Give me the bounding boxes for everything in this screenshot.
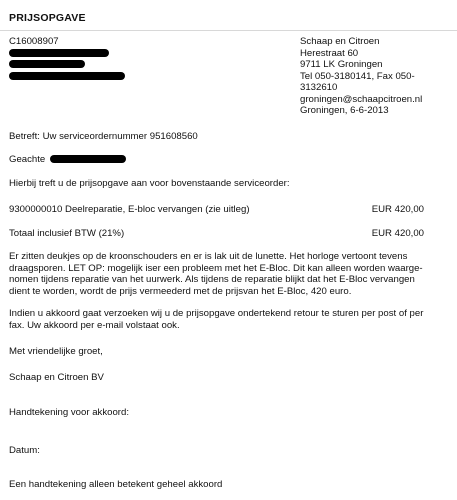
company-address-block — [300, 36, 450, 117]
salutation: Geachte — [9, 154, 46, 165]
recipient-block — [9, 36, 199, 82]
company-name: Schaap en Citroen — [300, 36, 380, 47]
redaction-bar — [50, 155, 126, 163]
title-divider — [0, 30, 457, 31]
redaction-bar — [9, 72, 125, 80]
explanation-paragraph — [9, 251, 449, 297]
request-line: Indien u akkoord gaat verzoeken wij u de prijsopgave ondertekend retour te sturen per post of per — [9, 308, 424, 319]
total-amount: EUR 420,00 — [371, 228, 424, 239]
explanation-line: dient te worden, wordt de prijs vermeederd met de prijsvan het E-Bloc, 420 euro. — [9, 285, 352, 297]
company-phone-fax: Tel 050-3180141, Fax 050- — [300, 70, 415, 82]
place-date: Groningen, 6-6-2013 — [300, 105, 389, 116]
company-street: Herestraat 60 — [300, 47, 359, 59]
footer-note: Een handtekening alleen betekent geheel akkoord — [9, 479, 223, 490]
closing-greeting: Met vriendelijke groet, — [9, 346, 103, 357]
recipient-name-redacted — [9, 48, 199, 60]
intro-text: Hierbij treft u de prijsopgave aan voor bovenstaande serviceorder: — [9, 178, 290, 189]
explanation-line: nomen tijdens reparatie van het uurwerk. Als tijdens de reparatie blijkt dat het E-Bloc vervangen — [9, 274, 415, 285]
reference-number: C16008907 — [9, 36, 59, 47]
line-item-description: 9300000010 Deelreparatie, E-bloc vervangen (zie uitleg) — [9, 204, 250, 215]
date-field-label: Datum: — [9, 445, 40, 456]
salutation-line — [9, 154, 449, 166]
explanation-line: draagsporen. LET OP: mogelijk iser een probleem met het E-Bloc. Dit kan alleen worden waarge- — [9, 262, 423, 274]
company-email: groningen@schaapcitroen.nl — [300, 93, 423, 105]
line-item-amount: EUR 420,00 — [371, 204, 424, 215]
explanation-line: Er zitten deukjes op de kroonschouders en er is lak uit de lunette. Het horloge vertoont tevens — [9, 251, 408, 262]
company-fax-continued: 3132610 — [300, 82, 338, 93]
subject-line: Betreft: Uw serviceordernummer 951608560 — [9, 131, 198, 142]
redaction-bar — [9, 49, 109, 57]
request-line: fax. Uw akkoord per e-mail volstaat ook. — [9, 319, 180, 331]
recipient-street-redacted — [9, 59, 199, 71]
signature-company: Schaap en Citroen BV — [9, 372, 104, 383]
company-postal: 9711 LK Groningen — [300, 59, 383, 70]
signature-field-label: Handtekening voor akkoord: — [9, 407, 129, 418]
total-label: Totaal inclusief BTW (21%) — [9, 228, 125, 239]
request-paragraph — [9, 308, 449, 331]
redaction-bar — [9, 60, 85, 68]
document-title: PRIJSOPGAVE — [9, 12, 86, 24]
recipient-city-redacted — [9, 71, 199, 83]
